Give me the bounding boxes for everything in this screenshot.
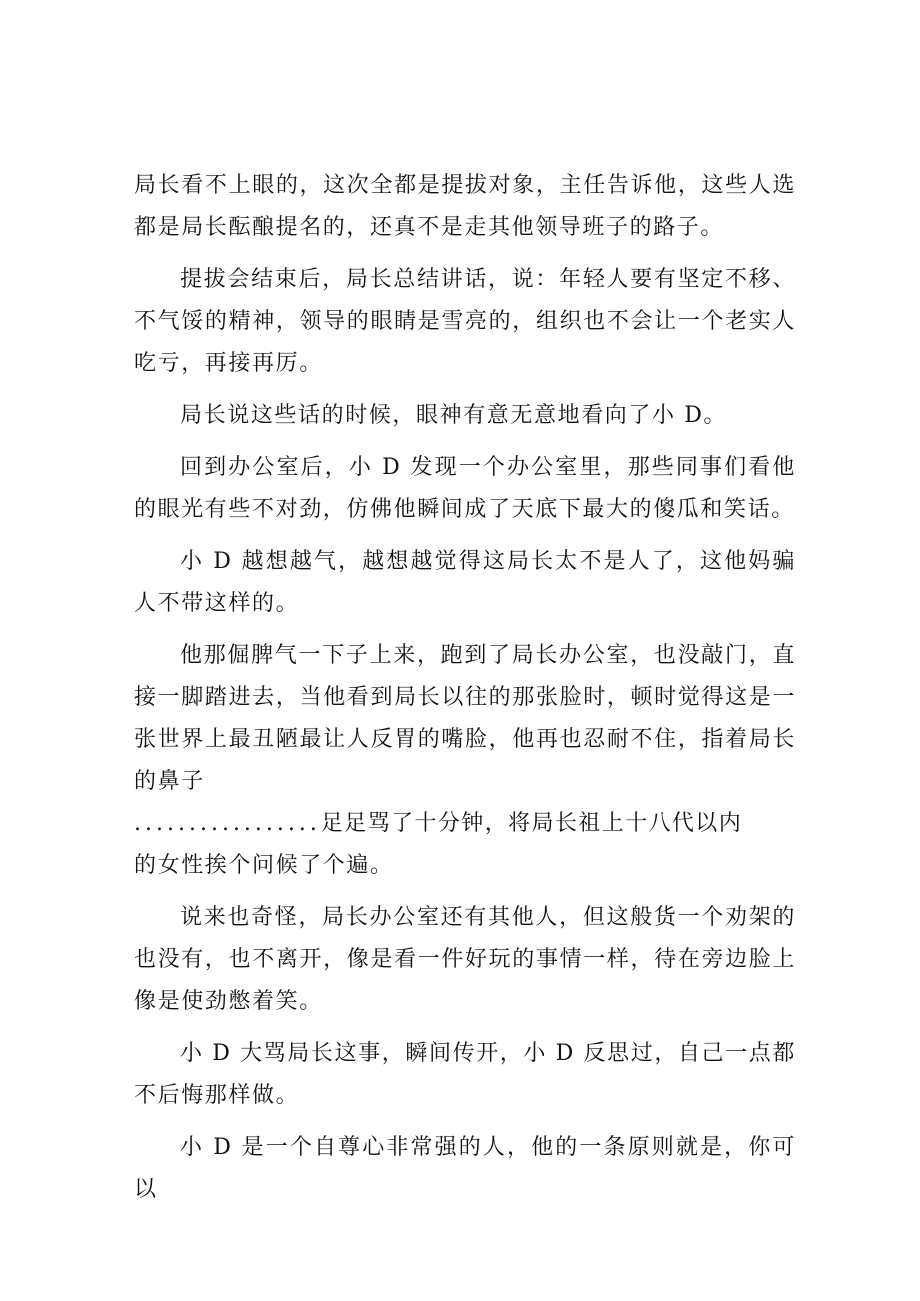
paragraph-6: 他那倔脾气一下子上来，跑到了局长办公室，也没敲门，直接一脚踏进去，当他看到局长以往的那张脸时，顿时觉得这是一张世界上最丑陋最让人反胃的嘴脸，他再也忍耐不住，指着局长的鼻子	[134, 643, 796, 794]
paragraph-2: 提拔会结束后，局长总结讲话，说：年轻人要有坚定不移、不气馁的精神，领导的眼睛是雪亮的，组织也不会让一个老实人吃亏，再接再厉。	[134, 267, 796, 376]
paragraph-5: 小 D 越想越气，越想越觉得这局长太不是人了，这他妈骗人不带这样的。	[134, 549, 796, 616]
paragraph-1: 局长看不上眼的，这次全都是提拔对象，主任告诉他，这些人选都是局长酝酿提名的，还真不是走其他领导班子的路子。	[134, 173, 796, 240]
ellipsis-line	[134, 803, 796, 845]
paragraph-4: 回到办公室后，小 D 发现一个办公室里，那些同事们看他的眼光有些不对劲，仿佛他瞬间成了天底下最大的傻瓜和笑话。	[134, 455, 796, 522]
paragraph-9: 小 D 是一个自尊心非常强的人，他的一条原则就是，你可以	[134, 1135, 796, 1202]
ellipsis-line-text: 足足骂了十分钟，将局长祖上十八代以内	[320, 811, 743, 836]
paragraph-8: 小 D 大骂局长这事，瞬间传开，小 D 反思过，自己一点都不后悔那样做。	[134, 1041, 796, 1108]
paragraph-6-continuation: 的女性挨个问候了个遍。	[134, 853, 394, 878]
document-body	[134, 165, 796, 1221]
ellipsis-dots: .................	[134, 811, 321, 836]
paragraph-3: 局长说这些话的时候，眼神有意无意地看向了小 D。	[180, 403, 728, 428]
paragraph-7: 说来也奇怪，局长办公室还有其他人，但这般货一个劝架的也没有，也不离开，像是看一件好玩的事情一样，待在旁边脸上像是使劲憋着笑。	[134, 905, 796, 1014]
